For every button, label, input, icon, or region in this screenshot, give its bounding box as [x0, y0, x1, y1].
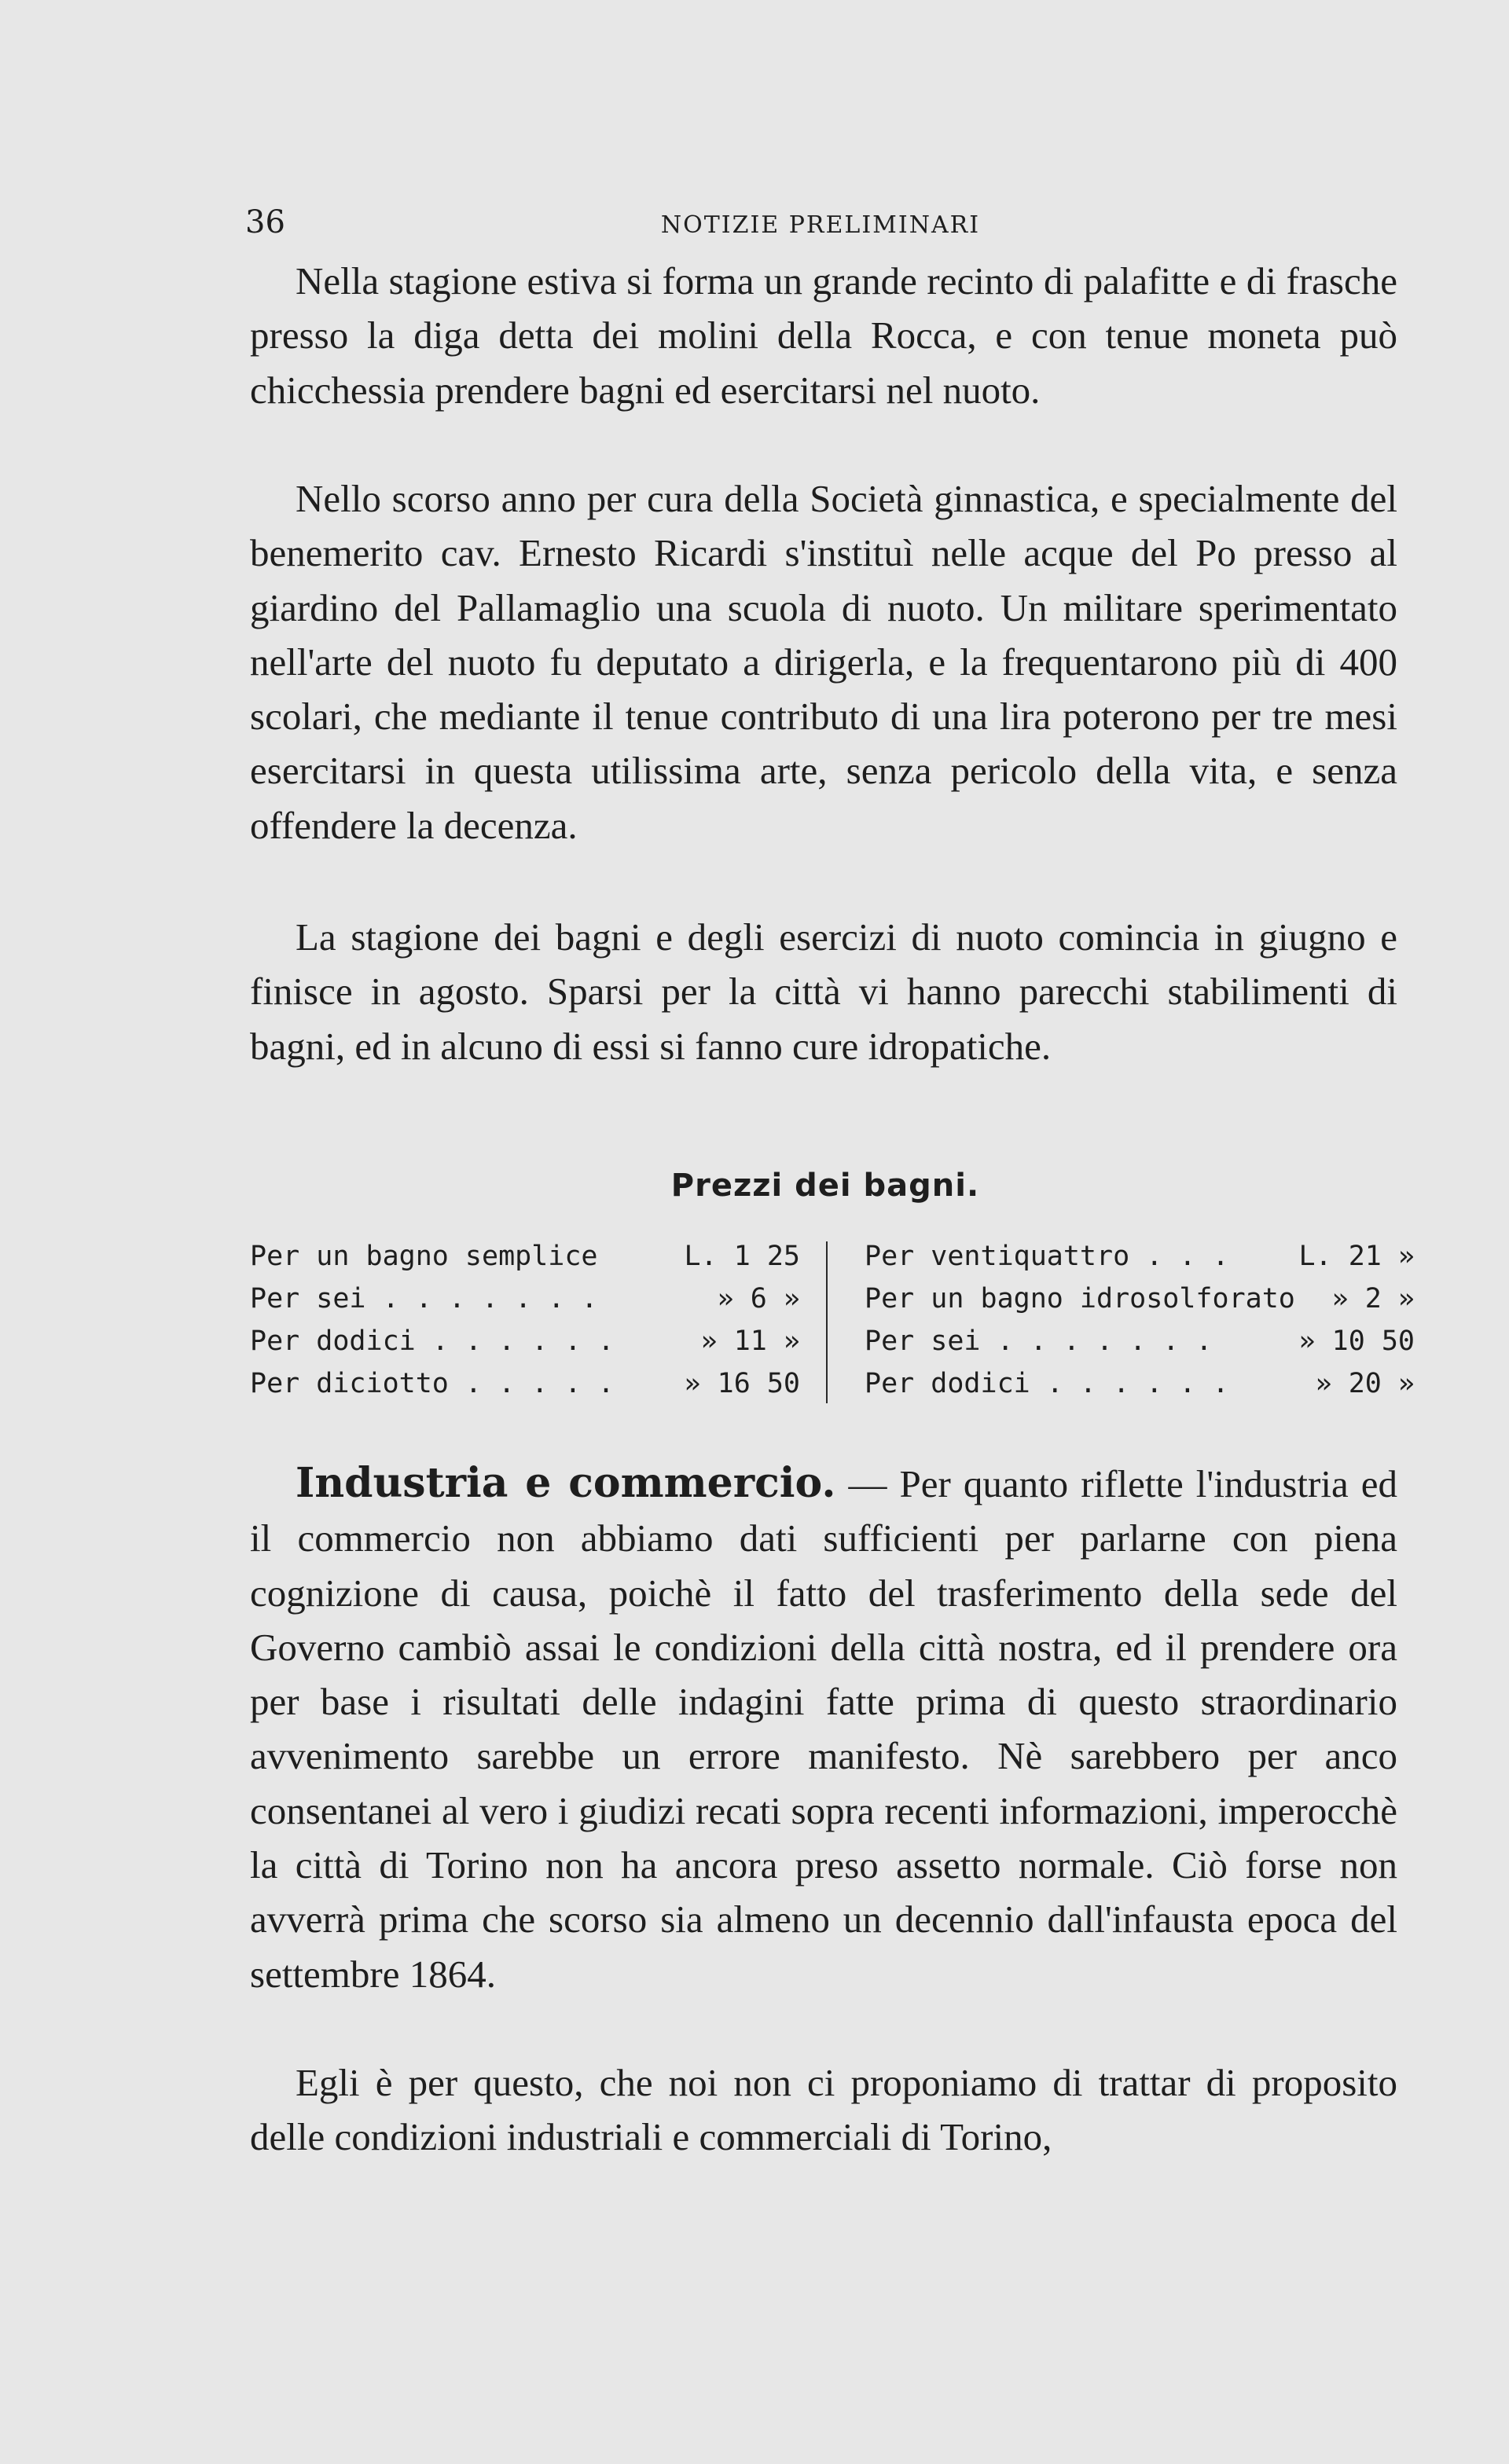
price-label: Per sei . . . . . . . — [250, 1283, 598, 1314]
price-label: Per un bagno idrosolforato — [865, 1283, 1295, 1314]
price-row — [250, 1235, 800, 1278]
price-value: » 11 » — [700, 1326, 800, 1357]
page-number: 36 — [245, 204, 285, 240]
price-value: L. 1 25 — [684, 1241, 800, 1272]
paragraph-text: — Per quanto riflette l'industria ed il commercio non abbiamo dati sufficienti per parlarne con piena cognizione di causa, poichè il fatto del trasferimento della sede del Governo cambiò assai le condizioni della città nostra, ed il prendere ora per base i risultati delle indagini fatte prima di questo straordinario avvenimento sarebbe un errore manifesto. Nè sarebbero per anco consentanei al vero i giudizi recati sopra recenti informazioni, imperocchè la città di Torino non ha ancora preso assetto normale. Ciò forse non avverrà prima che scorso sia almeno un decennio dall'infausta epoca del settembre 1864. — [250, 1462, 1397, 1996]
running-head — [245, 203, 1396, 242]
paragraph-industry-commerce — [250, 1456, 1397, 2001]
price-label: Per un bagno semplice — [250, 1241, 598, 1272]
price-table-title: Prezzi dei bagni. — [670, 1168, 980, 1204]
price-row — [865, 1278, 1415, 1320]
price-row — [250, 1320, 800, 1362]
price-value: » 16 50 — [684, 1368, 800, 1399]
price-value: » 2 » — [1331, 1283, 1415, 1314]
paragraph-conclusion: Egli è per questo, che noi non ci proponiamo di trattar di proposito delle condizioni industriali e commerciali di Torino, — [250, 2061, 1397, 2159]
price-row — [865, 1320, 1415, 1362]
price-row — [865, 1362, 1415, 1405]
price-value: » 20 » — [1315, 1368, 1415, 1399]
price-value: » 6 » — [717, 1283, 800, 1314]
price-row — [250, 1278, 800, 1320]
running-title: NOTIZIE PRELIMINARI — [660, 211, 981, 239]
paragraph-swimming-school: Nello scorso anno per cura della Società ginnastica, e specialmente del benemerito cav. Ernesto Ricardi s'instituì nelle acque del Po presso al giardino del Pallamaglio una scuola di nuoto. Un militare sperimentato nell'arte del nuoto fu deputato a dirigerla, e la frequentarono più di 400 scolari, che mediante il tenue contributo di una lira poterono per tre mesi esercitarsi in questa utilissima arte, senza pericolo della vita, e senza offendere la decenza. — [250, 477, 1397, 847]
column-divider — [826, 1241, 828, 1403]
paragraph-swimming-enclosure: Nella stagione estiva si forma un grande recinto di palafitte e di frasche presso la diga detta dei molini della Rocca, e con tenue moneta può chicchessia prendere bagni ed esercitarsi nel nuoto. — [250, 259, 1397, 412]
price-label: Per sei . . . . . . . — [865, 1326, 1213, 1357]
paragraph-bathing-season: La stagione dei bagni e degli esercizi di nuoto comincia in giugno e finisce in agosto. Sparsi per la città vi hanno parecchi stabilimenti di bagni, ed in alcuno di essi si fanno cure idropatiche. — [250, 915, 1397, 1068]
price-table — [250, 1235, 1415, 1405]
price-column-left — [250, 1235, 800, 1405]
price-label: Per diciotto . . . . . — [250, 1368, 615, 1399]
section-heading: Industria e commercio. — [296, 1459, 836, 1507]
price-column-right — [865, 1235, 1415, 1405]
price-value: L. 21 » — [1298, 1241, 1415, 1272]
price-row — [865, 1235, 1415, 1278]
price-label: Per dodici . . . . . . — [865, 1368, 1229, 1399]
price-label: Per dodici . . . . . . — [250, 1326, 615, 1357]
price-label: Per ventiquattro . . . — [865, 1241, 1229, 1272]
price-value: » 10 50 — [1298, 1326, 1415, 1357]
price-row — [250, 1362, 800, 1405]
